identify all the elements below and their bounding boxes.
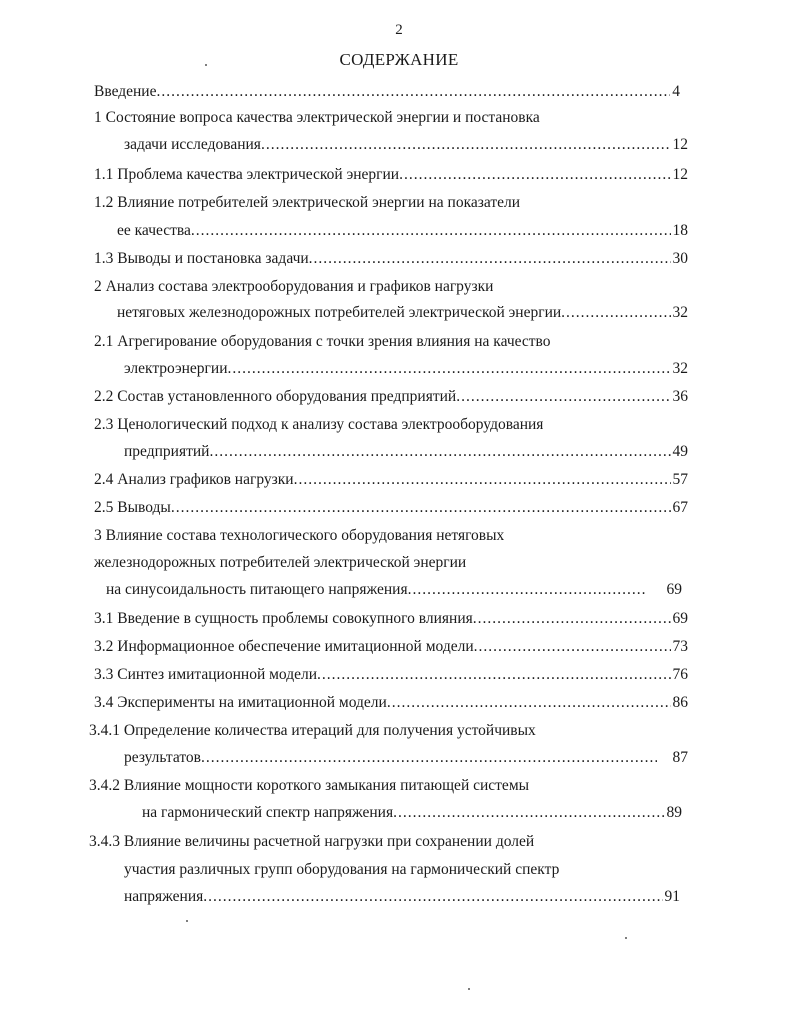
- toc-entry-3-4-1-cont: [124, 747, 688, 769]
- toc-entry-3-4-2-cont: [142, 802, 682, 824]
- toc-entry-chapter-1-cont: [124, 134, 688, 156]
- toc-entry-page: 67: [672, 499, 688, 516]
- toc-entry-2-3-cont: [124, 441, 688, 463]
- leader-dots: [228, 358, 671, 380]
- toc-entry-text: Введение: [94, 83, 157, 100]
- toc-entry-page: 86: [672, 694, 688, 711]
- leader-dots: [317, 664, 670, 686]
- toc-entry-page: 30: [672, 250, 688, 267]
- toc-entry-chapter-3: [94, 525, 504, 547]
- toc-entry-1-1: [94, 164, 688, 186]
- toc-entry-3-2: [94, 636, 688, 658]
- toc-entry-page: 91: [664, 888, 680, 905]
- toc-entry-text: ее качества: [117, 222, 191, 239]
- toc-entry-3-1: [94, 608, 688, 630]
- toc-entry-page: 69: [672, 610, 688, 627]
- toc-entry-3-4-3: [89, 831, 534, 853]
- toc-entry-text: 3.4 Эксперименты на имитационной модели: [94, 694, 387, 711]
- leader-dots: [399, 164, 670, 186]
- toc-entry-text: 1.1 Проблема качества электрической энергии: [94, 166, 400, 183]
- toc-entry-page: 49: [672, 443, 688, 460]
- toc-entry-chapter-3-cont: [94, 552, 466, 574]
- toc-entry-chapter-3-cont2: [106, 579, 682, 601]
- toc-entry-2-4: [94, 469, 688, 491]
- leader-dots: [474, 636, 671, 658]
- leader-dots: [456, 386, 670, 408]
- toc-entry-page: 12: [672, 136, 688, 153]
- toc-entry-text: 3.4.1 Определение количества итераций для получения устойчивых: [89, 722, 536, 739]
- page-title: СОДЕРЖАНИЕ: [339, 50, 459, 69]
- toc-entry-2-2: [94, 386, 688, 408]
- toc-entry-text: 1.2 Влияние потребителей электрической энергии на показатели: [94, 194, 521, 211]
- toc-entry-page: 76: [672, 666, 688, 683]
- toc-entry-page: 89: [666, 804, 682, 821]
- toc-entry-page: 4: [672, 83, 680, 100]
- toc-entry-3-3: [94, 664, 688, 686]
- toc-entry-text: 1 Состояние вопроса качества электрической энергии и постановка: [94, 109, 540, 126]
- toc-entry-text: 3.1 Введение в сущность проблемы совокупного влияния: [94, 610, 473, 627]
- leader-dots: [473, 608, 671, 630]
- scan-speck: [625, 937, 627, 939]
- leader-dots: [387, 692, 671, 714]
- toc-entry-page: 73: [672, 638, 688, 655]
- toc-entry-chapter-2-cont: [117, 302, 688, 324]
- toc-entry-page: 87: [672, 749, 688, 766]
- toc-entry-page: 18: [672, 222, 688, 239]
- toc-entry-text: 1.3 Выводы и постановка задачи: [94, 250, 309, 267]
- leader-dots: [294, 469, 671, 491]
- toc-entry-text: на синусоидальность питающего напряжения: [106, 581, 408, 598]
- toc-entry-2-3: [94, 414, 543, 436]
- leader-dots: [309, 248, 671, 270]
- toc-entry-page: 12: [672, 166, 688, 183]
- toc-entry-page: 32: [672, 304, 688, 321]
- toc-entry-text: задачи исследования: [124, 136, 261, 153]
- toc-entry-introduction: [94, 81, 680, 103]
- toc-entry-3-4-3-cont2: [124, 886, 680, 908]
- toc-entry-text: электроэнергии: [124, 360, 228, 377]
- toc-entry-text: напряжения: [124, 888, 204, 905]
- leader-dots: [408, 579, 647, 601]
- leader-dots: [209, 441, 670, 463]
- toc-entry-text: 3.4.2 Влияние мощности короткого замыкания питающей системы: [89, 777, 530, 794]
- toc-entry-text: железнодорожных потребителей электрической энергии: [94, 554, 467, 571]
- toc-entry-text: 2.4 Анализ графиков нагрузки: [94, 471, 294, 488]
- scan-speck: [205, 64, 207, 66]
- scan-speck: [186, 920, 188, 922]
- leader-dots: [203, 886, 662, 908]
- toc-entry-text: 2.1 Агрегирование оборудования с точки зрения влияния на качество: [94, 333, 551, 350]
- toc-entry-text: 2.3 Ценологический подход к анализу состава электрооборудования: [94, 416, 544, 433]
- leader-dots: [393, 802, 664, 824]
- toc-entry-chapter-1: [94, 107, 540, 129]
- toc-entry-3-4-3-cont: [124, 859, 559, 881]
- toc-entry-page: 57: [672, 471, 688, 488]
- scan-speck: [468, 988, 470, 990]
- leader-dots: [156, 81, 670, 103]
- toc-entry-1-2-cont: [117, 220, 688, 242]
- leader-dots: [171, 497, 671, 519]
- toc-entry-text: 3.3 Синтез имитационной модели: [94, 666, 318, 683]
- toc-entry-page: 69: [666, 581, 682, 598]
- toc-entry-3-4: [94, 692, 688, 714]
- toc-entry-text: 2 Анализ состава электрооборудования и графиков нагрузки: [94, 278, 494, 295]
- toc-entry-2-1-cont: [124, 358, 688, 380]
- toc-entry-text: 3 Влияние состава технологического оборудования нетяговых: [94, 527, 505, 544]
- toc-entry-1-2: [94, 192, 520, 214]
- toc-entry-chapter-2: [94, 276, 493, 298]
- toc-entry-2-5: [94, 497, 688, 519]
- toc-entry-text: результатов: [124, 749, 201, 766]
- toc-entry-page: 36: [672, 388, 688, 405]
- leader-dots: [191, 220, 671, 242]
- toc-entry-1-3: [94, 248, 688, 270]
- leader-dots: [261, 134, 671, 156]
- toc-entry-text: предприятий: [124, 443, 210, 460]
- toc-entry-2-1: [94, 331, 551, 353]
- toc-entry-text: 3.4.3 Влияние величины расчетной нагрузки при сохранении долей: [89, 833, 535, 850]
- toc-entry-text: 2.5 Выводы: [94, 499, 171, 516]
- leader-dots: [201, 747, 657, 769]
- leader-dots: [561, 302, 670, 324]
- toc-entry-text: участия различных групп оборудования на гармонический спектр: [124, 861, 560, 878]
- toc-entry-text: нетяговых железнодорожных потребителей электрической энергии: [117, 304, 562, 321]
- toc-entry-text: 2.2 Состав установленного оборудования предприятий: [94, 388, 457, 405]
- toc-entry-text: 3.2 Информационное обеспечение имитационной модели: [94, 638, 474, 655]
- toc-entry-3-4-2: [89, 775, 529, 797]
- toc-entry-page: 32: [672, 360, 688, 377]
- toc-entry-text: на гармонический спектр напряжения: [142, 804, 394, 821]
- toc-entry-3-4-1: [89, 720, 536, 742]
- page-number: 2: [395, 22, 403, 38]
